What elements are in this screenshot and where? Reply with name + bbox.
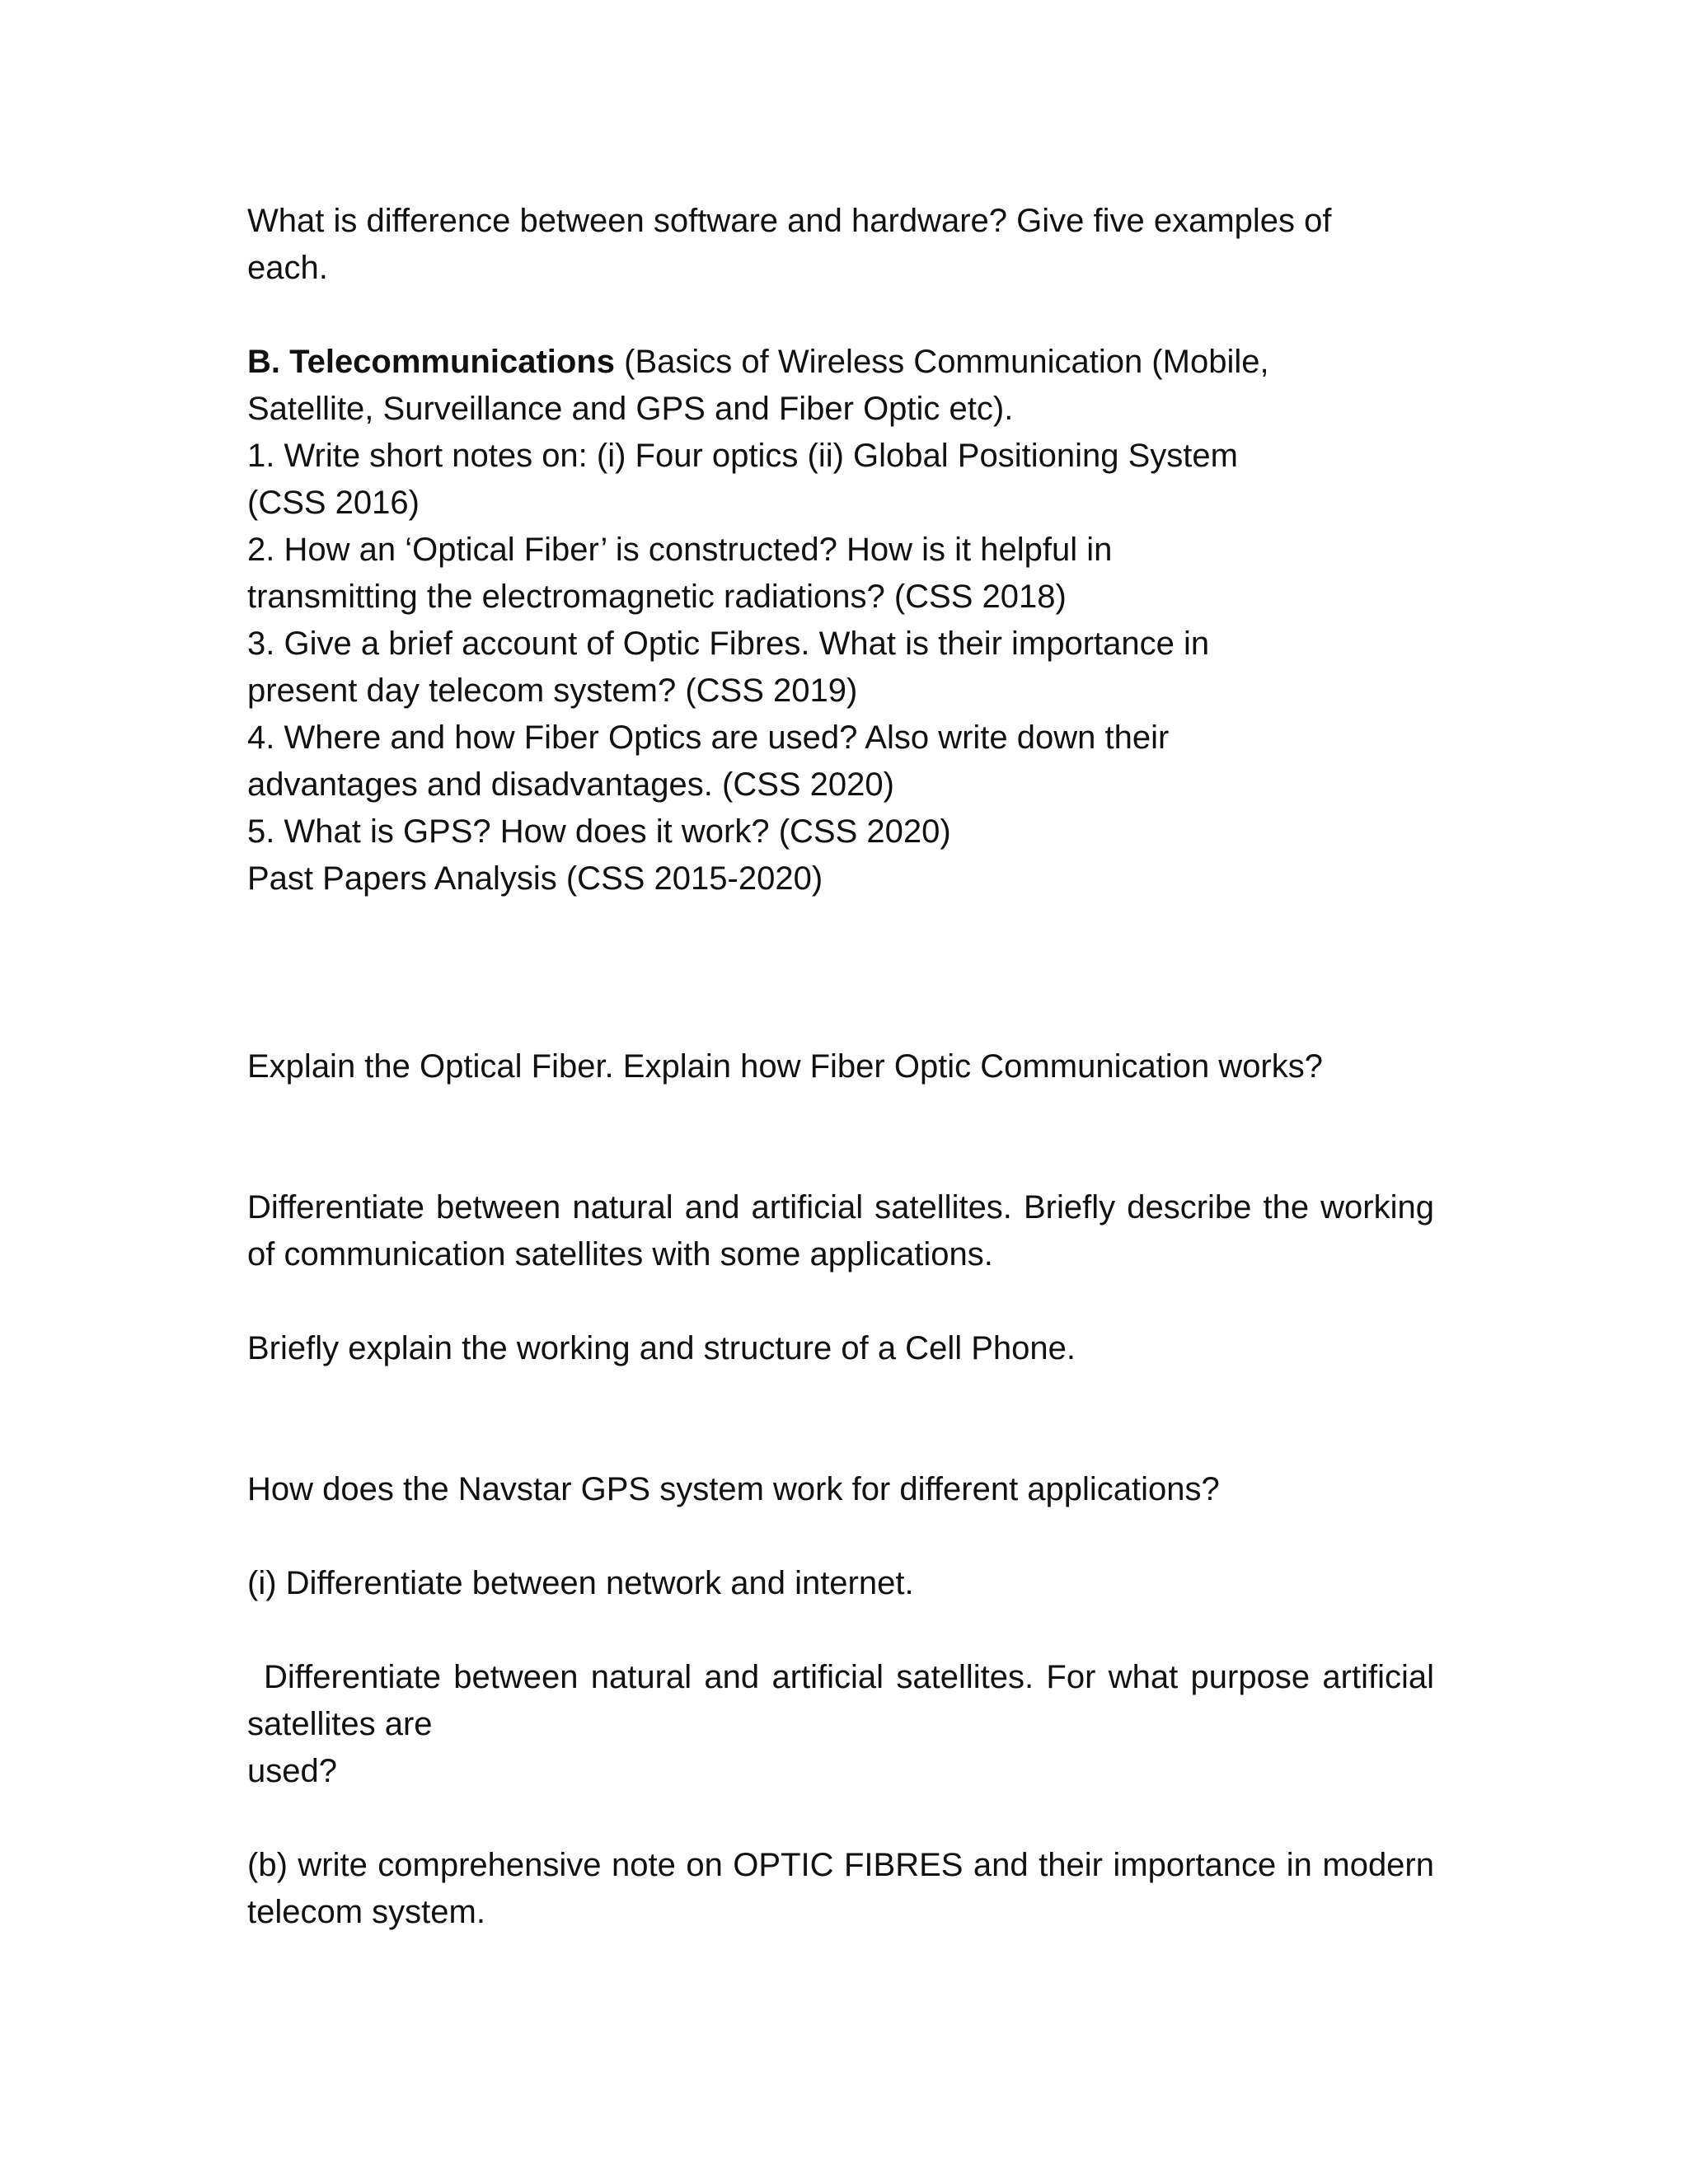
document-page bbox=[247, 198, 1434, 1936]
software-hardware-question bbox=[247, 198, 1434, 292]
satellites-question-1: Differentiate between natural and artificial satellites. Briefly describe the working of communication satellites with some applications. bbox=[247, 1189, 1434, 1272]
question-line: transmitting the electromagnetic radiations? (CSS 2018) bbox=[247, 579, 1067, 615]
section-b-subtitle-line: Satellite, Surveillance and GPS and Fiber Optic etc). bbox=[247, 391, 1014, 427]
satellites-question-2: Differentiate between natural and artificial satellites. For what purpose artificial satellites are bbox=[247, 1659, 1434, 1742]
past-question-4 bbox=[247, 715, 1434, 808]
section-b-heading bbox=[247, 339, 1434, 433]
question-line: present day telecom system? (CSS 2019) bbox=[247, 673, 858, 709]
question-line: each. bbox=[247, 250, 328, 286]
past-question-1 bbox=[247, 433, 1434, 527]
section-b-subtitle: (Basics of Wireless Communication (Mobile, bbox=[615, 344, 1269, 380]
past-papers-analysis: Past Papers Analysis (CSS 2015-2020) bbox=[247, 860, 823, 897]
optic-fibres-question: (b) write comprehensive note on OPTIC FIBRES and their importance in modern telecom system. bbox=[247, 1847, 1434, 1930]
question-line: 3. Give a brief account of Optic Fibres. What is their importance in bbox=[247, 626, 1210, 662]
cell-phone-question: Briefly explain the working and structure of a Cell Phone. bbox=[247, 1330, 1076, 1366]
section-b-title: B. Telecommunications bbox=[247, 344, 616, 380]
question-line: (CSS 2016) bbox=[247, 485, 420, 521]
navstar-question: How does the Navstar GPS system work for different applications? bbox=[247, 1471, 1220, 1507]
past-question-5 bbox=[247, 808, 1434, 855]
question-line: 1. Write short notes on: (i) Four optics (ii) Global Positioning System bbox=[247, 438, 1238, 474]
question-line: advantages and disadvantages. (CSS 2020) bbox=[247, 766, 894, 803]
satellites-question-2-end: used? bbox=[247, 1753, 337, 1789]
past-question-3 bbox=[247, 621, 1434, 715]
question-line: What is difference between software and hardware? Give five examples of bbox=[247, 203, 1332, 239]
past-question-2 bbox=[247, 527, 1434, 621]
question-line: 2. How an ‘Optical Fiber’ is constructed? How is it helpful in bbox=[247, 532, 1113, 568]
question-line: 5. What is GPS? How does it work? (CSS 2020) bbox=[247, 813, 951, 850]
network-question: (i) Differentiate between network and internet. bbox=[247, 1565, 914, 1601]
optical-fiber-question: Explain the Optical Fiber. Explain how Fiber Optic Communication works? bbox=[247, 1048, 1323, 1085]
question-line: 4. Where and how Fiber Optics are used? Also write down their bbox=[247, 719, 1170, 756]
